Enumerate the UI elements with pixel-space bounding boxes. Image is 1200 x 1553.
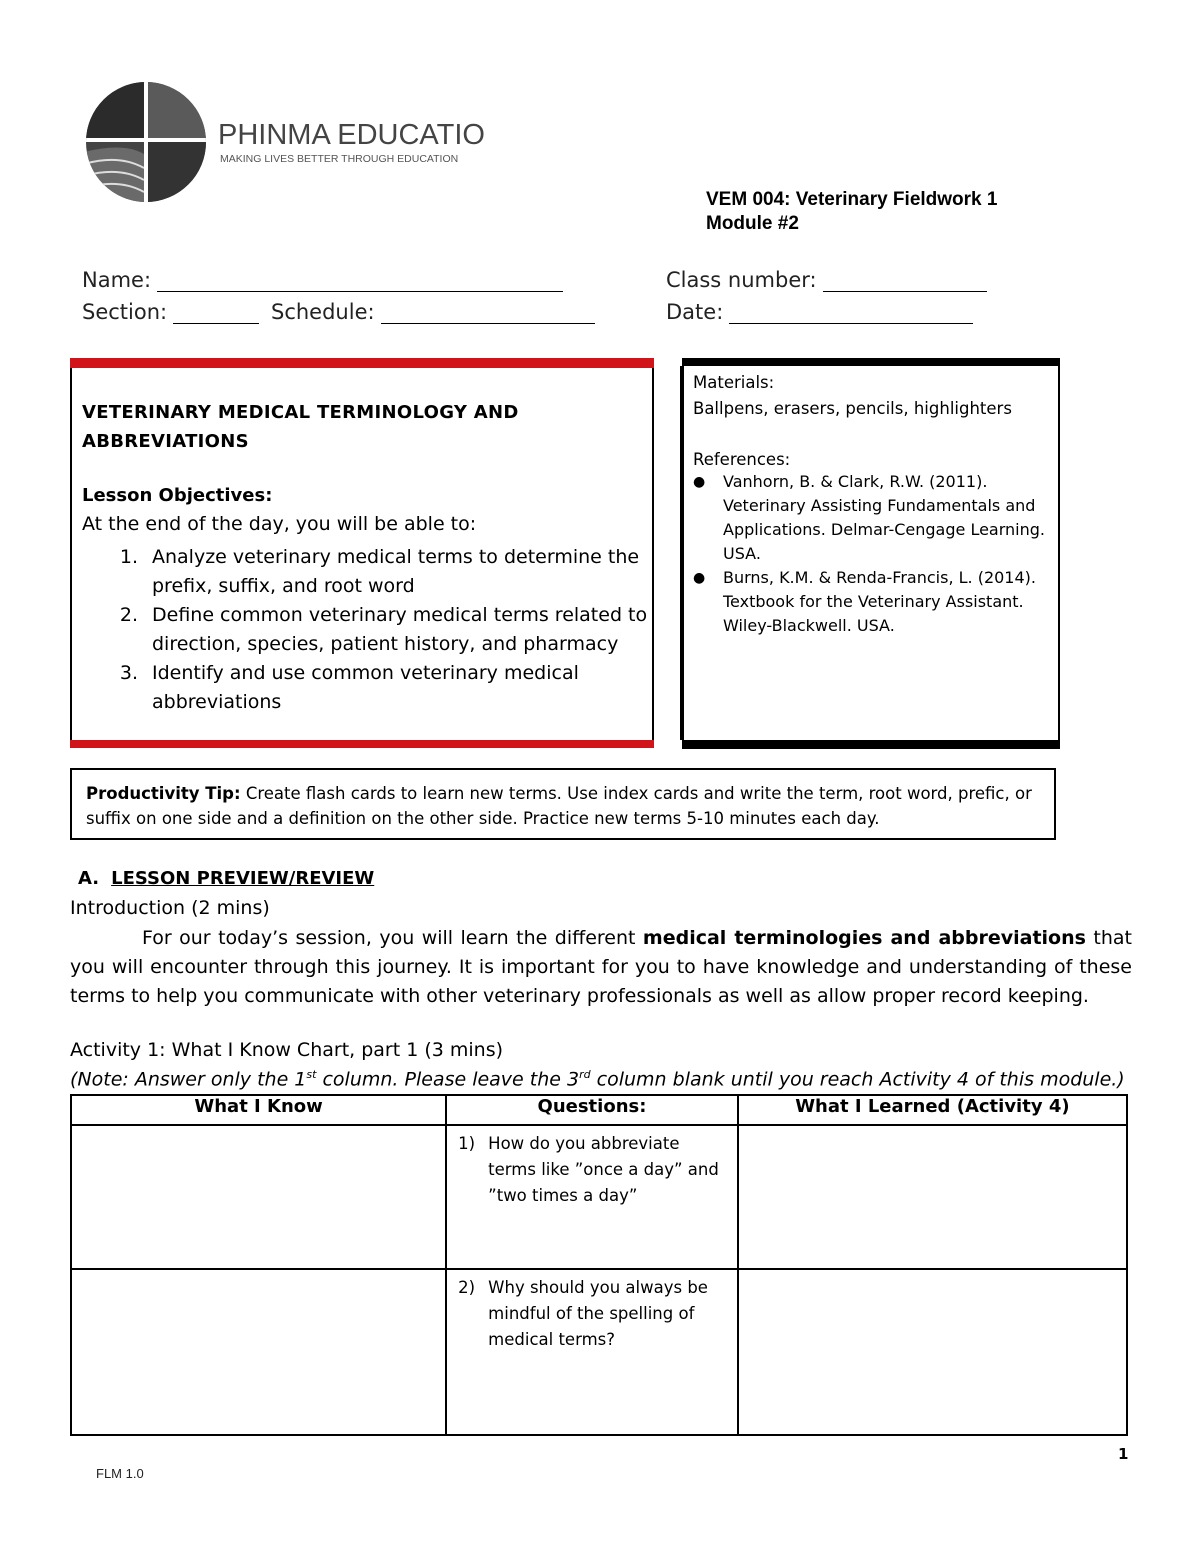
page-number: 1 <box>1118 1445 1129 1463</box>
list-item: ● Burns, K.M. & Renda-Francis, L. (2014). Textbook for the Veterinary Assistant. Wiley-Blackwell. USA. <box>693 566 1048 638</box>
svg-text:MAKING LIVES BETTER THROUGH ED: MAKING LIVES BETTER THROUGH EDUCATION <box>220 153 459 165</box>
lesson-title: VETERINARY MEDICAL TERMINOLOGY AND ABBREVIATIONS <box>82 402 519 452</box>
table-row <box>71 1125 1127 1269</box>
name-blank[interactable] <box>157 271 563 292</box>
what-i-know-answer-cell[interactable] <box>71 1125 446 1269</box>
course-title: VEM 004: Veterinary Fieldwork 1 <box>706 189 998 210</box>
column-header: Questions: <box>446 1095 738 1125</box>
section-field[interactable] <box>82 300 259 324</box>
productivity-tip <box>70 768 1056 840</box>
materials-box-bottom-bar <box>682 740 1060 749</box>
table-row <box>71 1269 1127 1435</box>
bullet-icon: ● <box>693 570 706 586</box>
class-number-field[interactable] <box>666 268 987 292</box>
list-item: 3. Identify and use common veterinary medical abbreviations <box>119 662 579 713</box>
schedule-field[interactable] <box>271 300 595 324</box>
logo-emblem-icon <box>84 82 484 206</box>
phinma-logo <box>84 82 484 206</box>
box-separator <box>654 366 682 740</box>
table-header-row <box>71 1095 1127 1125</box>
section-label: Section: <box>82 300 168 324</box>
version-label: FLM 1.0 <box>96 1466 144 1481</box>
tip-label: Productivity Tip: <box>86 784 241 803</box>
activity-1-title: Activity 1: What I Know Chart, part 1 (3 mins) <box>70 1039 504 1061</box>
references-list <box>693 470 1048 638</box>
column-header: What I Learned (Activity 4) <box>738 1095 1127 1125</box>
what-i-learned-answer-cell[interactable] <box>738 1269 1127 1435</box>
references-heading: References: <box>693 450 791 469</box>
materials-heading: Materials: <box>693 373 775 392</box>
activity-1-note: (Note: Answer only the 1st column. Please leave the 3rd column blank until you reach Activity 4 of this module.) <box>70 1068 1125 1091</box>
what-i-know-answer-cell[interactable] <box>71 1269 446 1435</box>
section-title: LESSON PREVIEW/REVIEW <box>111 868 375 889</box>
materials-section <box>693 370 1048 422</box>
objectives-intro: At the end of the day, you will be able to: <box>82 513 477 535</box>
name-field[interactable] <box>82 268 563 292</box>
name-label: Name: <box>82 268 152 292</box>
question-cell: 2) Why should you always be mindful of the spelling of medical terms? <box>446 1269 738 1435</box>
date-label: Date: <box>666 300 724 324</box>
question-cell: 1) How do you abbreviate terms like ”once a day” and ”two times a day” <box>446 1125 738 1269</box>
list-item: ● Vanhorn, B. & Clark, R.W. (2011). Veterinary Assisting Fundamentals and Applications. Delmar-Cengage Learning. USA. <box>693 470 1048 566</box>
lesson-box-top-bar <box>70 358 654 368</box>
section-blank[interactable] <box>173 303 259 324</box>
class-number-blank[interactable] <box>823 271 987 292</box>
column-header: What I Know <box>71 1095 446 1125</box>
date-field[interactable] <box>666 300 973 324</box>
date-blank[interactable] <box>729 303 973 324</box>
list-item: 1. Analyze veterinary medical terms to determine the prefix, suffix, and root word <box>119 546 640 597</box>
tip-text: Create flash cards to learn new terms. Use index cards and write the term, root word, prefic, or suffix on one side and a definition on the other side. Practice new terms 5-10 minutes each day. <box>86 784 1032 828</box>
schedule-label: Schedule: <box>271 300 375 324</box>
references-section <box>693 450 1048 638</box>
what-i-know-chart <box>70 1094 1128 1436</box>
module-number: Module #2 <box>706 213 799 234</box>
schedule-blank[interactable] <box>381 303 595 324</box>
list-item: 2. Define common veterinary medical terms related to direction, species, patient history, and pharmacy <box>119 604 648 655</box>
introduction-heading: Introduction (2 mins) <box>70 897 270 919</box>
section-a-heading <box>78 868 374 889</box>
bullet-icon: ● <box>693 474 706 490</box>
section-letter: A. <box>78 868 100 889</box>
course-heading <box>706 188 997 236</box>
introduction-paragraph: For our today’s session, you will learn the different medical terminologies and abbreviations that you will encounter through this journey. It is important for you to have knowledge and understanding of these terms to help you communicate with other veterinary professionals as well as allow proper record keeping. <box>70 927 1132 1007</box>
class-number-label: Class number: <box>666 268 817 292</box>
objectives-heading: Lesson Objectives: <box>82 485 273 506</box>
materials-box-top-bar <box>682 358 1060 366</box>
materials-text: Ballpens, erasers, pencils, highlighters <box>693 399 1012 418</box>
lesson-box-bottom-bar <box>70 740 654 748</box>
svg-text:PHINMA EDUCATION: PHINMA EDUCATION <box>218 119 484 151</box>
objectives-list <box>82 543 652 717</box>
what-i-learned-answer-cell[interactable] <box>738 1125 1127 1269</box>
